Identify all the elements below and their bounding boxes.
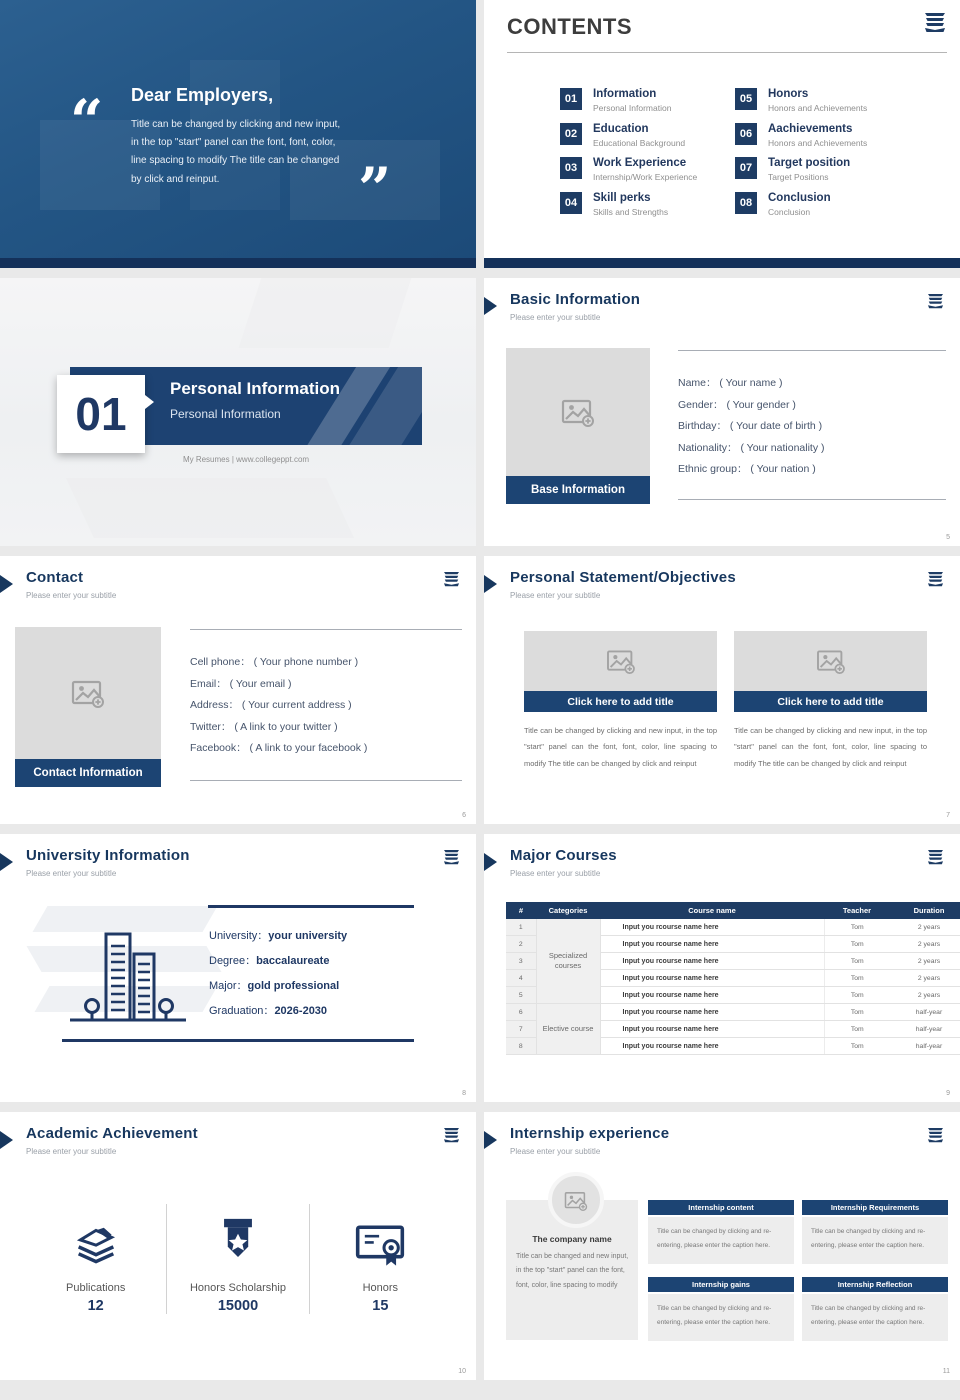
brand-logo-icon [927,1128,944,1148]
page-subtitle: Please enter your subtitle [510,1147,601,1156]
statement-body-text: Title can be changed by clicking and new input, in the top "start" panel can the font, font, color, line spacing to modify The title can be changed by click and reinput [524,726,717,768]
field-name: Name： ( Your name ) [678,377,783,389]
slide-academic-achievement [0,1112,476,1380]
cell-course: Input you rcourse name here [600,987,824,1004]
item-subtitle: Skills and Strengths [593,206,669,217]
arrow-right-icon [145,395,154,409]
field-email: Email： ( Your email ) [190,677,292,690]
table-header-row [506,902,960,919]
photo-placeholder[interactable] [506,348,650,476]
title-arrow-icon [484,853,497,871]
page-number: 10 [458,1368,466,1375]
publications-icon [25,1208,166,1270]
stat-honors-scholarship [166,1204,308,1314]
page-number: 8 [462,1090,466,1097]
title-arrow-icon [0,853,13,871]
cover-footer-bar [0,258,476,268]
field-nationality: Nationality： ( Your nationality ) [678,441,825,454]
item-label: Target position [768,157,851,169]
cell-duration: 2 years [890,987,960,1004]
table-row [506,1004,960,1021]
internship-box-reflection [802,1277,948,1341]
image-placeholder-icon [564,1190,588,1211]
cell-teacher: Tom [824,936,890,953]
divider-line [208,905,414,908]
open-quote-icon: “ [70,87,104,155]
contents-item [560,123,721,158]
slide-basic-information [484,278,960,546]
cell-teacher: Tom [824,919,890,936]
page-subtitle: Please enter your subtitle [510,869,601,878]
contents-item [735,123,896,158]
cell-course: Input you rcourse name here [600,953,824,970]
cell-category: Specialized courses [536,919,600,1004]
page-title: Internship experience [510,1125,670,1142]
page-subtitle: Please enter your subtitle [26,591,117,600]
box-body-text: Title can be changed by clicking and re-entering, please enter the caption here. [802,1294,948,1341]
item-number-badge: 05 [735,88,757,110]
cell-duration: 2 years [890,970,960,987]
item-subtitle: Honors and Achievements [768,103,868,114]
table-row [506,919,960,936]
stat-value: 15000 [217,1298,259,1314]
cell-duration: 2 years [890,953,960,970]
item-label: Information [593,88,657,100]
slide-personal-statement [484,556,960,824]
brand-logo-icon [927,294,944,314]
item-number-badge: 04 [560,192,582,214]
page-title: Personal Statement/Objectives [510,569,736,586]
box-header: Internship Reflection [802,1277,948,1292]
cell-course: Input you rcourse name here [600,936,824,953]
add-title-button[interactable]: Click here to add title [524,691,717,712]
item-subtitle: Internship/Work Experience [593,172,698,183]
contact-fields [190,629,462,781]
box-body-text: Title can be changed by clicking and re-entering, please enter the caption here. [648,1294,794,1341]
cell-course: Input you rcourse name here [600,1021,824,1038]
title-arrow-icon [0,1131,13,1149]
page-number: 7 [946,812,950,819]
item-label: Work Experience [593,157,687,169]
col-header-categories: Categories [536,902,600,919]
slide-contents [484,0,960,268]
stat-publications [25,1204,166,1314]
item-subtitle: Honors and Achievements [768,137,868,148]
image-placeholder-icon [71,678,105,708]
brand-logo-icon [443,850,460,870]
box-header: Internship gains [648,1277,794,1292]
box-body-text: Title can be changed by clicking and re-entering, please enter the caption here. [648,1217,794,1264]
section-number: 01 [57,375,145,453]
item-label: Skill perks [593,191,651,204]
medal-icon [167,1208,308,1270]
cell-teacher: Tom [824,953,890,970]
item-label: Conclusion [768,191,831,204]
page-subtitle: Please enter your subtitle [510,591,601,600]
item-number-badge: 08 [735,192,757,214]
contents-list [560,88,896,226]
box-header: Internship Requirements [802,1200,948,1215]
box-body-text: Title can be changed by clicking and re-entering, please enter the caption here. [802,1217,948,1264]
cell-duration: 2 years [890,919,960,936]
courses-table [506,902,960,1055]
photo-caption-bar: Base Information [506,476,650,504]
page-title: University Information [26,847,190,864]
contents-item [735,88,896,123]
cell-duration: half-year [890,1021,960,1038]
brand-logo-icon [927,850,944,870]
cell-course: Input you rcourse name here [600,919,824,936]
university-details [209,924,347,1024]
divider-line [62,1039,414,1042]
stat-value: 15 [372,1298,389,1314]
cell-teacher: Tom [824,1004,890,1021]
brand-logo-icon [443,1128,460,1148]
field-cell-phone: Cell phone： ( Your phone number ) [190,656,359,668]
stat-label: Publications [66,1282,126,1294]
statement-card [524,631,717,772]
stat-value: 12 [87,1298,104,1314]
page-subtitle: Please enter your subtitle [26,1147,117,1156]
page-title: Basic Information [510,291,641,308]
cell-teacher: Tom [824,987,890,1004]
stat-honors [309,1204,451,1314]
item-number-badge: 07 [735,157,757,179]
section-subtitle: Personal Information [170,407,281,421]
page-number: 5 [946,534,950,541]
background-shape [239,278,412,348]
item-label: Aachievements [768,122,853,135]
cell-index: 8 [506,1038,536,1055]
photo-placeholder[interactable] [524,631,717,691]
item-number-badge: 01 [560,88,582,110]
slide-section-01 [0,278,476,546]
slide-contact [0,556,476,824]
photo-placeholder[interactable] [15,627,161,759]
item-subtitle: Target Positions [768,172,829,183]
contents-item [560,157,721,192]
contents-item [560,192,721,227]
cell-course: Input you rcourse name here [600,1038,824,1055]
cell-category: Elective course [536,1004,600,1055]
field-twitter: Twitter： ( A link to your twitter ) [190,720,338,733]
item-subtitle: Conclusion [768,206,811,217]
title-arrow-icon [0,575,13,593]
cover-body-text: Title can be changed by clicking and new input, in the top "start" panel can the font, font, color, line spacing to modify The title can be changed by click and reinput. [131,119,341,185]
cell-index: 7 [506,1021,536,1038]
slide-cover [0,0,476,268]
cell-duration: half-year [890,1004,960,1021]
section-footer-text: My Resumes | www.collegeppt.com [182,455,310,464]
photo-caption-bar: Contact Information [15,759,161,787]
university-building-icon [68,924,188,1037]
internship-box-content [648,1200,794,1264]
cell-index: 6 [506,1004,536,1021]
cell-index: 2 [506,936,536,953]
detail-major: Major：gold professional [209,980,340,992]
internship-box-gains [648,1277,794,1341]
contents-item [735,157,896,192]
slide-university-information [0,834,476,1102]
field-birthday: Birthday： ( Your date of birth ) [678,420,823,432]
image-placeholder-icon [816,648,846,674]
internship-box-requirements [802,1200,948,1264]
page-number: 9 [946,1090,950,1097]
item-subtitle: Personal Information [593,103,672,114]
cell-course: Input you rcourse name here [600,1004,824,1021]
item-number-badge: 03 [560,157,582,179]
field-gender: Gender： ( Your gender ) [678,398,796,411]
cell-index: 5 [506,987,536,1004]
contents-item [560,88,721,123]
title-arrow-icon [484,575,497,593]
col-header-course-name: Course name [600,902,824,919]
detail-university: University：your university [209,930,348,942]
item-label: Honors [768,88,809,100]
contents-footer-bar [484,258,960,268]
add-title-button[interactable]: Click here to add title [734,691,927,712]
certificate-icon [310,1208,451,1270]
cell-teacher: Tom [824,1021,890,1038]
statement-card [734,631,927,772]
cell-duration: half-year [890,1038,960,1055]
col-header-index: # [506,902,536,919]
field-ethnic-group: Ethnic group： ( Your nation ) [678,463,816,475]
col-header-teacher: Teacher [824,902,890,919]
contents-item [735,192,896,227]
cell-course: Input you rcourse name here [600,970,824,987]
title-divider [507,52,947,53]
item-number-badge: 06 [735,123,757,145]
cover-title: Dear Employers, [131,85,274,105]
company-photo-placeholder[interactable] [548,1172,604,1228]
brand-logo-icon [443,572,460,592]
cell-index: 3 [506,953,536,970]
page-number: 11 [942,1368,950,1375]
brand-logo-icon [927,572,944,592]
achievement-stats [25,1204,451,1314]
cell-duration: 2 years [890,936,960,953]
photo-placeholder[interactable] [734,631,927,691]
box-header: Internship content [648,1200,794,1215]
photo-card [506,348,650,504]
cell-teacher: Tom [824,1038,890,1055]
item-subtitle: Educational Background [593,137,686,148]
field-facebook: Facebook： ( A link to your facebook ) [190,742,368,754]
page-number: 6 [462,812,466,819]
slide-major-courses [484,834,960,1102]
page-title: Major Courses [510,847,617,864]
field-address: Address： ( Your current address ) [190,699,352,711]
page-title: Academic Achievement [26,1125,198,1142]
stat-label: Honors [362,1282,399,1294]
slide-internship-experience [484,1112,960,1380]
item-label: Education [593,122,649,135]
col-header-duration: Duration [890,902,960,919]
company-description: Title can be changed and new input, in the top "start" panel can the font, font, color, line spacing to modify [516,1253,629,1289]
image-placeholder-icon [561,397,595,427]
page-subtitle: Please enter your subtitle [510,313,601,322]
contents-title: CONTENTS [507,14,632,39]
stat-label: Honors Scholarship [189,1282,286,1294]
statement-body-text: Title can be changed by clicking and new input, in the top "start" panel can the font, font, color, line spacing to modify The title can be changed by click and reinput [734,726,927,768]
section-title: Personal Information [170,379,341,398]
title-arrow-icon [484,1131,497,1149]
brand-logo-icon [924,13,946,38]
title-arrow-icon [484,297,497,315]
cell-index: 1 [506,919,536,936]
cell-index: 4 [506,970,536,987]
page-title: Contact [26,569,84,586]
info-fields [678,350,946,500]
item-number-badge: 02 [560,123,582,145]
page-subtitle: Please enter your subtitle [26,869,117,878]
detail-graduation: Graduation：2026-2030 [209,1005,328,1017]
photo-card [15,627,161,787]
background-shape [66,478,354,538]
company-name: The company name [532,1234,612,1244]
cell-teacher: Tom [824,970,890,987]
close-quote-icon: ” [358,155,392,223]
image-placeholder-icon [606,648,636,674]
detail-degree: Degree：baccalaureate [209,955,330,967]
